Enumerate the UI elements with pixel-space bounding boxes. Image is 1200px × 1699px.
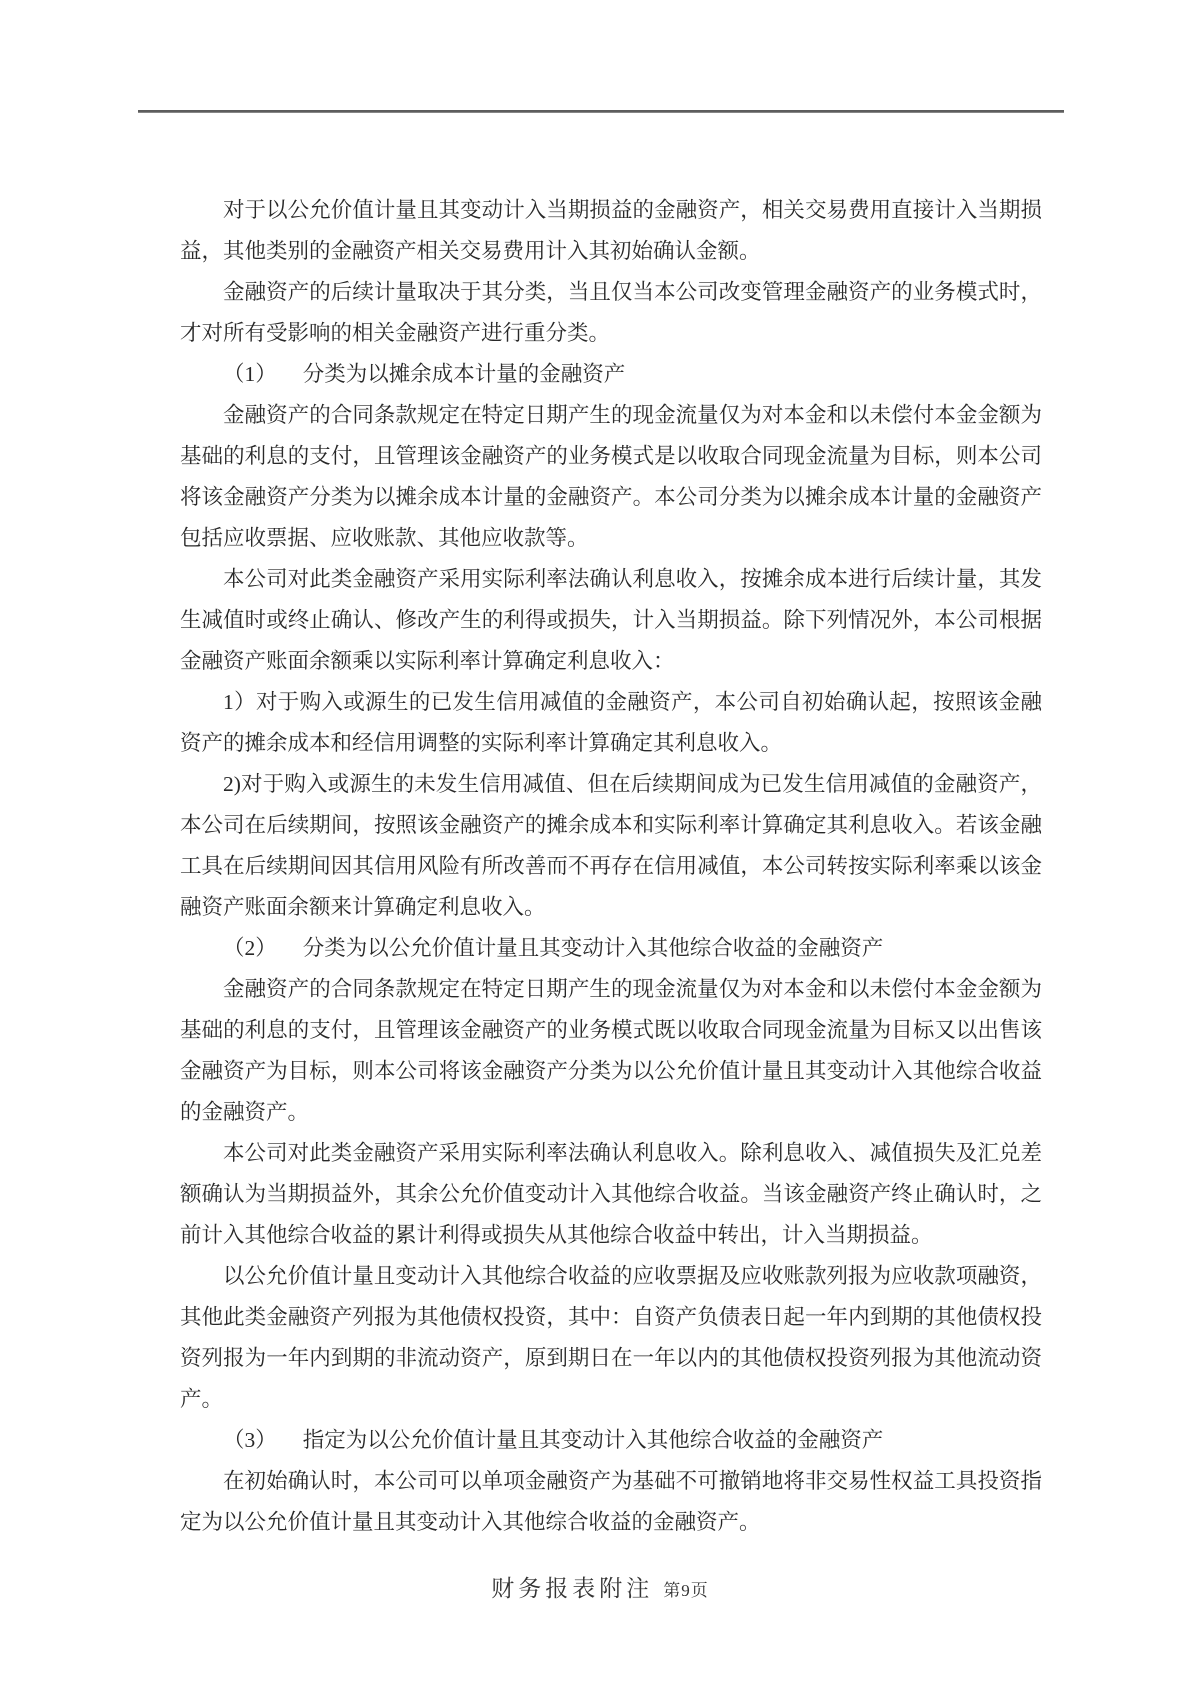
section-heading-1 xyxy=(180,354,1042,395)
section-title: 分类为以公允价值计量且其变动计入其他综合收益的金融资产 xyxy=(302,936,884,960)
list-item-2: 2)对于购入或源生的未发生信用减值、但在后续期间成为已发生信用减值的金融资产，本公司在后续期间，按照该金融资产的摊余成本和实际利率计算确定其利息收入。若该金融工具在后续期间因其信用风险有所改善而不再存在信用减值，本公司转按实际利率乘以该金融资产账面余额来计算确定利息收入。 xyxy=(180,772,1042,919)
list-item-1: 1）对于购入或源生的已发生信用减值的金融资产，本公司自初始确认起，按照该金融资产的摊余成本和经信用调整的实际利率计算确定其利息收入。 xyxy=(180,690,1042,755)
section-title: 分类为以摊余成本计量的金融资产 xyxy=(302,362,626,386)
paragraph: 金融资产的合同条款规定在特定日期产生的现金流量仅为对本金和以未偿付本金金额为基础的利息的支付，且管理该金融资产的业务模式既以收取合同现金流量为目标又以出售该金融资产为目标，则本公司将该金融资产分类为以公允价值计量且其变动计入其他综合收益的金融资产。 xyxy=(180,977,1042,1124)
section-heading-3 xyxy=(180,1420,1042,1461)
paragraph: 对于以公允价值计量且其变动计入当期损益的金融资产，相关交易费用直接计入当期损益，其他类别的金融资产相关交易费用计入其初始确认金额。 xyxy=(180,198,1042,263)
paragraph: 本公司对此类金融资产采用实际利率法确认利息收入，按摊余成本进行后续计量，其发生减值时或终止确认、修改产生的利得或损失，计入当期损益。除下列情况外，本公司根据金融资产账面余额乘以实际利率计算确定利息收入： xyxy=(180,567,1042,673)
page-footer xyxy=(0,1570,1200,1603)
footer-doc-title: 财务报表附注 xyxy=(491,1576,654,1601)
paragraph: 在初始确认时，本公司可以单项金融资产为基础不可撤销地将非交易性权益工具投资指定为以公允价值计量且其变动计入其他综合收益的金融资产。 xyxy=(180,1469,1042,1534)
document-body xyxy=(180,190,1042,1543)
section-heading-2 xyxy=(180,928,1042,969)
header-rule xyxy=(138,110,1064,113)
section-number: （2） xyxy=(223,936,277,960)
paragraph: 金融资产的合同条款规定在特定日期产生的现金流量仅为对本金和以未偿付本金金额为基础的利息的支付，且管理该金融资产的业务模式是以收取合同现金流量为目标，则本公司将该金融资产分类为以摊余成本计量的金融资产。本公司分类为以摊余成本计量的金融资产包括应收票据、应收账款、其他应收款等。 xyxy=(180,403,1042,550)
section-title: 指定为以公允价值计量且其变动计入其他综合收益的金融资产 xyxy=(302,1428,884,1452)
section-number: （1） xyxy=(223,362,277,386)
paragraph: 本公司对此类金融资产采用实际利率法确认利息收入。除利息收入、减值损失及汇兑差额确认为当期损益外，其余公允价值变动计入其他综合收益。当该金融资产终止确认时，之前计入其他综合收益的累计利得或损失从其他综合收益中转出，计入当期损益。 xyxy=(180,1141,1042,1247)
paragraph: 金融资产的后续计量取决于其分类，当且仅当本公司改变管理金融资产的业务模式时，才对所有受影响的相关金融资产进行重分类。 xyxy=(180,280,1042,345)
paragraph: 以公允价值计量且变动计入其他综合收益的应收票据及应收账款列报为应收款项融资，其他此类金融资产列报为其他债权投资，其中：自资产负债表日起一年内到期的其他债权投资列报为一年内到期的非流动资产，原到期日在一年以内的其他债权投资列报为其他流动资产。 xyxy=(180,1264,1042,1411)
section-number: （3） xyxy=(223,1428,277,1452)
footer-page-number: 第9页 xyxy=(663,1581,709,1600)
